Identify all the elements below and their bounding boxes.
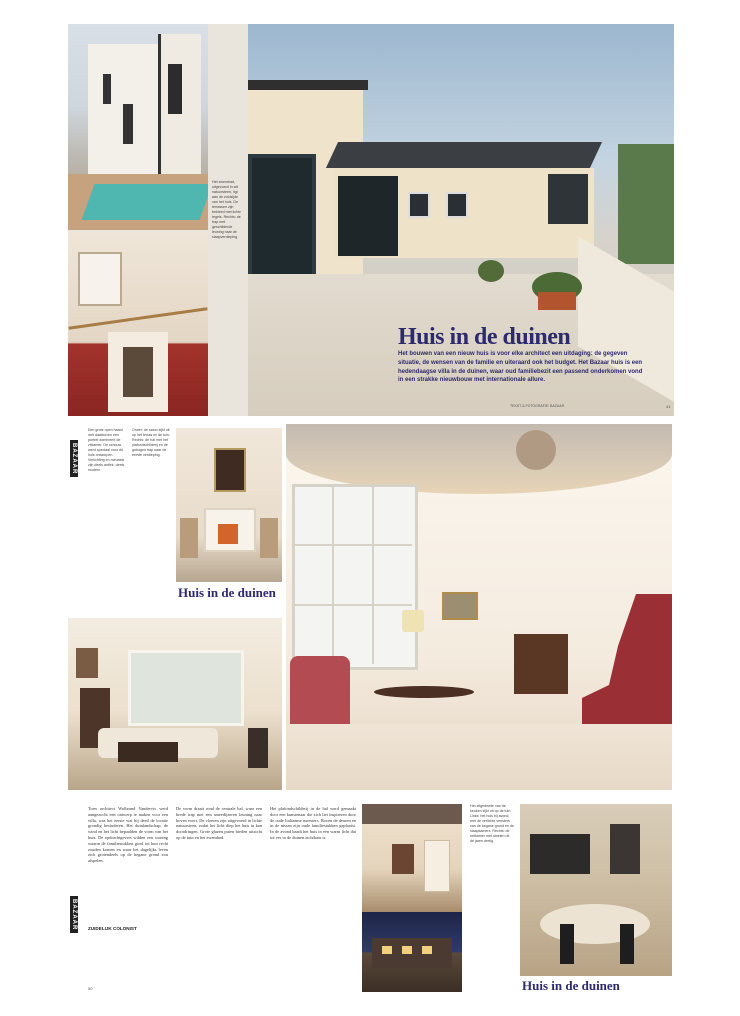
photo-salon (68, 618, 282, 790)
spread1-title: Huis in de duinen (398, 324, 571, 350)
photo-house-at-night (362, 912, 462, 992)
spread1-lead: Het bouwen van een nieuw huis is voor elke architect een uitdaging: de gegeven situatie, de wensen van de familie en uiteraard ook het budget. Het Bazaar huis is een hedendaagse villa in de duinen, waar oud familiebezit een passend onderkomen vond in een strakke nieuwbouw met internationale allure. (398, 351, 643, 384)
spread1-caption: Het zwembad, uitgevoerd in wit natuursteen, ligt aan de zuidzijde van het huis. De terrassen zijn bekleed met lichte tegels. Rechts: de trap met geschilderde leuning naar de slaapverdieping. (212, 180, 241, 239)
spread1-credit: TEKST & FOTOGRAFIE: BAZAAR (510, 404, 565, 408)
photo-pool-house (68, 24, 208, 230)
photo-fireplace-room (176, 428, 282, 582)
spread3-body-col3: Het plafondschilderij in de hal werd gemaakt door een kunstenaar die zich liet inspireren door de oude Italiaanse meesters. Boven de deuren en in de nissen zijn oude familiestukken geplaatst. In de avond baadt het huis in een warm licht dat tot ver in de duinen zichtbaar is. (270, 806, 356, 840)
spread3-subheading: ZUIDELIJK COLONIST (88, 926, 137, 931)
spread1-page-number: 41 (666, 404, 671, 409)
spread2-caption-left: Een grote open haard met daarboven een portret domineert de zitkamer. De schouw werd speciaal voor dit huis ontworpen. Verlichting en meubels zijn deels antiek, deels modern. (88, 428, 125, 472)
spread3-caption: Het zitgedeelte van de keuken kijkt uit op de tuin. Links: het huis bij avond, met de verlichte vensters van de begane grond en de slaapkamers. Rechts: de eetkamer met stoelen uit de jaren dertig. (470, 804, 514, 843)
spread3-title: Huis in de duinen (522, 978, 620, 993)
photo-kitchen (520, 804, 672, 976)
spread2-title: Huis in de duinen (178, 585, 276, 600)
spread3-tab-label: BAZAAR (70, 896, 78, 933)
photo-stair-railing (68, 232, 208, 416)
spread3-page-number: 50 (88, 986, 93, 991)
photo-hall-staircase (286, 424, 672, 790)
spread3-body-col1: Toen architect Wolbrand Vandervis werd aangezocht een ontwerp te maken voor een villa, was het eerste wat hij deed de locatie grondig bestuderen. Het duinlandschap, de wind en het licht bepaalden de vorm van het huis. De opdrachtgevers wilden een woning waarin de familiestukken goed tot hun recht zouden komen en waar het dagelijks leven zich grotendeels op de begane grond zou afspelen. (88, 806, 168, 864)
spread3-body-col2: De vorm draait rond de centrale hal, waar een brede trap met een smeedijzeren leuning naar boven voert. De vloeren zijn uitgevoerd in lichte natuursteen, zodat het licht diep het huis in kan doordringen. Grote glazen puien bieden uitzicht op de tuin en het zwembad. (176, 806, 262, 840)
photo-dining-corner (362, 804, 462, 912)
spread2-caption-right: Onder: de salon kijkt uit op het terras en de tuin. Rechts: de hal met het plafondschilderij en de gebogen trap naar de eerste verdieping. (132, 428, 170, 457)
spread2-tab-label: BAZAAR (70, 440, 78, 477)
